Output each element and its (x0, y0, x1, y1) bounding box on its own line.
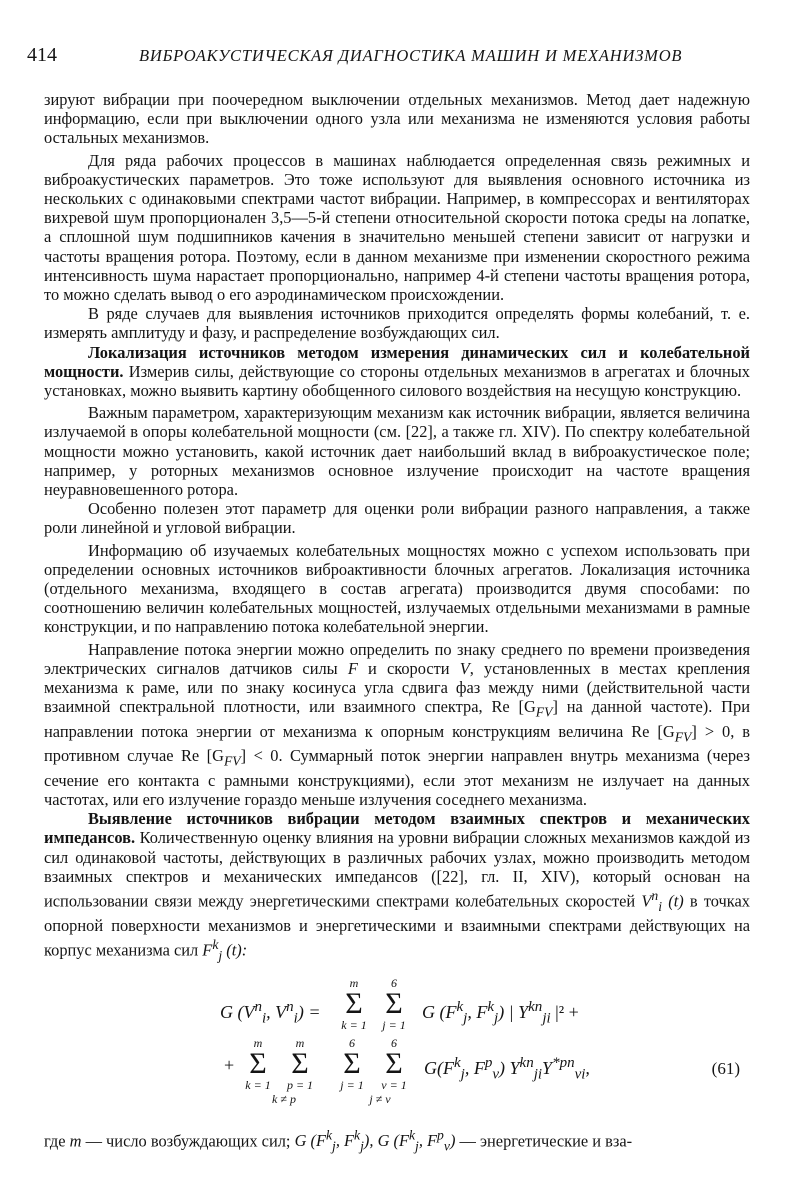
sum-symbol: 6 Σ j = 1 (340, 1036, 364, 1092)
paragraph: Для ряда рабочих процессов в машинах наблюдается определенная связь режимных и виброакустических параметров. Это тоже используют для выявления основного источника из нескольких с одинаковыми спектрами частот вибрации. Например, в компрессорах и вентиляторах вихревой шум пропорционален 3,5—5-й степени относительной скорости потока среды на лопатке, а сплошной шум подшипников качения в значительно меньшей степени зависит от нагрузки и частоты вращения ротора. Поэтому, если в данном механизме при изменении скоростного режима интенсивность шума нарастает пропорционально, например 4-й степени частоты вращения ротора, то можно сделать вывод о его аэродинамическом происхождении. (44, 150, 750, 305)
page-header (27, 44, 727, 70)
equation-line-1 (44, 976, 750, 1035)
paragraph: Информацию об изучаемых колебательных мощностях можно с успехом использовать при определении основных источников виброактивности блочных агрегатов. Локализация источника (отдельного механизма, входящего в состав агрегата) производится двумя способами: по соотношению величин колебательных мощностей, излучаемых отдельными механизмами в рамные конструкции, и по направлению потока колебательной энергии. (44, 540, 750, 637)
section-cross-spectra: Выявление источников вибрации методом взаимных спектров и механических импедансов. Количественную оценку влияния на уровни вибрации сложных механизмов каждой из сил одинаковой частоты, действующих в различных рабочих узлах, можно производить методом взаимных спектров и механических импедансов ([22], гл. II, XIV), который основан на использовании связи между энергетическими спектрами колебательных скоростей $V^n_i$ (t) в точках опорной поверхности механизмов и энергетическими и взаимными спектрами действующих на корпус механизма сил $F^k_j$ (t): (44, 809, 750, 963)
paragraph: Особенно полезен этот параметр для оценки роли вибрации разного направления, а также роли линейной и угловой вибрации. (44, 499, 750, 538)
equation-number: (61) (711, 1059, 740, 1078)
paragraph: В ряде случаев для выявления источников приходится определять формы колебаний, т. е. измерять амплитуду и фазу, и распределение возбуждающих сил. (44, 304, 750, 343)
section-localization (44, 343, 750, 401)
section-text: Измерив силы, действующие со стороны отдельных механизмов в агрегатах и блочных установках, можно выявить картину обобщенного силового воздействия на несущую конструкцию. (44, 361, 750, 401)
sum-condition: k ≠ p (272, 1092, 296, 1106)
section-heading: Локализация источников методом измерения динамических сил и колебательной мощности. (44, 342, 750, 381)
sum-condition: j ≠ ν (369, 1092, 391, 1106)
plus-sign: + (224, 1055, 235, 1075)
equation-explanation: где m — число возбуждающих сил; G ($F^k_j$, $F^k_j$), G ($F^k_j$, $F^p_\nu$) — энергетические и вза- (44, 1128, 633, 1154)
running-title: ВИБРОАКУСТИЧЕСКАЯ ДИАГНОСТИКА МАШИН И МЕХАНИЗМОВ (139, 46, 683, 65)
sum-symbol: 6 Σ ν = 1 (381, 1036, 407, 1092)
body-text (44, 90, 750, 965)
equation-line-2 (44, 1036, 750, 1113)
equation-term-1: G ($F^k_j$, $F^k_j$) | $Y^{kn}_{ji}$ |² + (422, 999, 579, 1027)
section-heading: Выявление источников вибрации методом взаимных спектров и механических импедансов. (44, 809, 750, 848)
sum-symbol: 6 Σ j = 1 (382, 976, 406, 1032)
paragraph: зируют вибрации при поочередном выключении отдельных механизмов. Метод дает надежную информацию, если при выключении одного узла или механизма не изменяются условия работы остальных механизмов. (44, 90, 750, 148)
equation-term-2: $G(F^k_j$, $F^p_\nu$) $Y^{kn}_{ji}Y^{*pn}_{\nu i}$, (424, 1055, 590, 1083)
page-number: 414 (27, 44, 57, 66)
sum-symbol: m Σ k = 1 (245, 1036, 271, 1092)
paragraph-energy-direction: Направление потока энергии можно определить по знаку среднего по времени произведения электрических сигналов датчиков силы F и скорости V, установленных в местах крепления механизма к раме, или по знаку косинуса угла сдвига фаз между ними (действительной части взаимной спектральной плотности, или взаимного спектра, Re $[G_{FV}]$ на данной частоте). При направлении потока энергии от механизма к опорным конструкциям величина Re $[G_{FV}] > 0$, в противном случае Re $[G_{FV}] < 0$. Суммарный поток энергии направлен внутрь механизма (через сечение его контакта с рамными конструкциями), если этот механизм не излучает на данных частотах, или его излучение гораздо меньше излучения соседнего механизма. (44, 639, 750, 809)
sum-symbol: m Σ k = 1 (341, 976, 367, 1032)
sum-symbol: m Σ p = 1 (286, 1036, 314, 1092)
paragraph: Важным параметром, характеризующим механизм как источник вибрации, является величина излучаемой в опоры колебательной мощности (см. [22], а также гл. XIV). По спектру колебательной мощности можно установить, какой источник дает наибольший вклад в виброакустическое поле; например, у роторных механизмов основное излучение происходит на частоте вращения неуравновешенного ротора. (44, 403, 750, 500)
equation-lhs: G ($V^n_i$, $V^n_i$) = (220, 999, 321, 1027)
